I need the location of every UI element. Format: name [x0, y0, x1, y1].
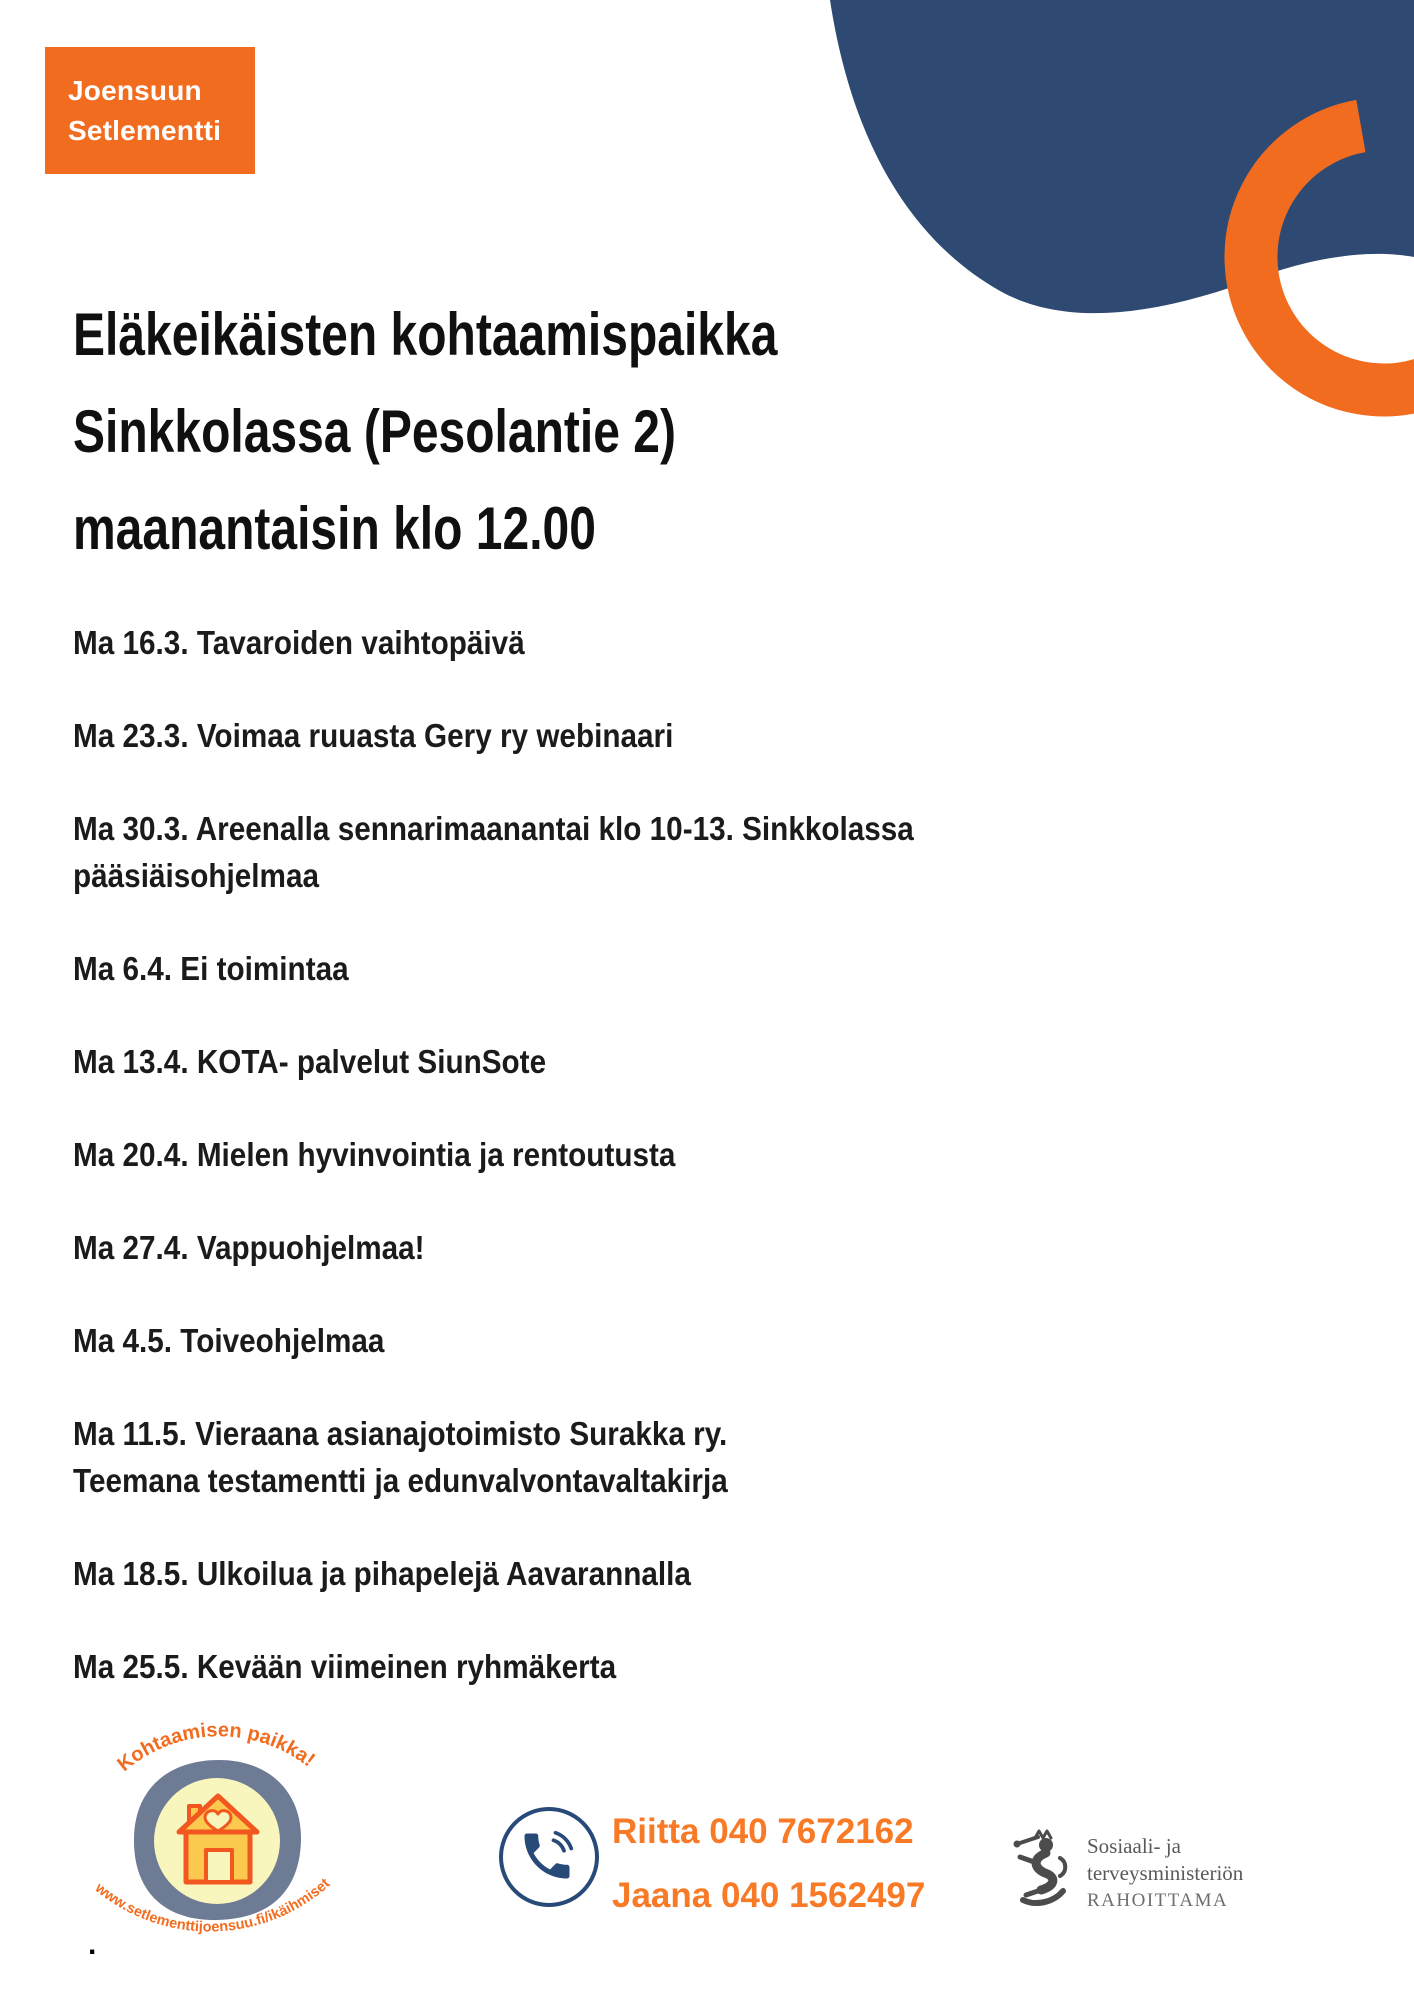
- badge-arc-url-text: www.setlementtijoensuu.fi/ikäihmiset: [91, 1875, 334, 1936]
- schedule-item: [73, 1550, 1018, 1597]
- schedule-item: [73, 1224, 1018, 1271]
- schedule-item-line: Ma 4.5. Toiveohjelmaa: [73, 1322, 385, 1359]
- coat-of-arms-lion-icon: [1005, 1828, 1079, 1906]
- funder-line1: Sosiaali- ja: [1087, 1834, 1181, 1858]
- schedule-item: [73, 1131, 1018, 1178]
- funder-line2: terveysministeriön: [1087, 1861, 1244, 1885]
- badge-arc-top-text: Kohtaamisen paikka!: [113, 1722, 319, 1776]
- schedule-item-line: Ma 27.4. Vappuohjelmaa!: [73, 1229, 425, 1266]
- schedule-item-line: Ma 23.3. Voimaa ruuasta Gery ry webinaari: [73, 717, 674, 754]
- schedule-item-line: Teemana testamentti ja edunvalvontavaltakirja: [73, 1462, 728, 1499]
- schedule-item-line: Ma 18.5. Ulkoilua ja pihapelejä Aavarannalla: [73, 1555, 691, 1592]
- schedule-item-line: Ma 6.4. Ei toimintaa: [73, 950, 349, 987]
- schedule-item: [73, 805, 1018, 899]
- funder-text: [1087, 1833, 1243, 1912]
- schedule-item: [73, 1643, 1018, 1690]
- page-title-line1: Eläkeikäisten kohtaamispaikka: [73, 301, 778, 368]
- page-title: [73, 286, 954, 577]
- page-title-line2: Sinkkolassa (Pesolantie 2): [73, 398, 676, 465]
- schedule-item-line: pääsiäisohjelmaa: [73, 857, 319, 894]
- page-title-line3: maanantaisin klo 12.00: [73, 495, 596, 562]
- phone-icon: [497, 1805, 601, 1909]
- funder-line3: RAHOITTAMA: [1087, 1890, 1229, 1911]
- brand-logo: [45, 47, 255, 174]
- schedule-list: [73, 619, 1123, 1736]
- contact-jaana: Jaana 040 1562497: [612, 1876, 926, 1915]
- schedule-item-line: Ma 30.3. Areenalla sennarimaanantai klo 10-13. Sinkkolassa: [73, 810, 914, 847]
- footnote-dot: .: [88, 1928, 97, 1961]
- kohtaamisen-paikka-badge: [85, 1722, 345, 1952]
- schedule-item: [73, 1410, 1018, 1504]
- schedule-item: [73, 712, 1018, 759]
- schedule-item: [73, 1038, 1018, 1085]
- contact-info: [612, 1800, 925, 1928]
- brand-logo-line2: Setlementti: [68, 114, 222, 146]
- schedule-item-line: Ma 13.4. KOTA- palvelut SiunSote: [73, 1043, 547, 1080]
- contact-riitta: Riitta 040 7672162: [612, 1812, 914, 1851]
- schedule-item: [73, 619, 1018, 666]
- brand-logo-line1: Joensuun: [68, 74, 202, 106]
- schedule-item: [73, 945, 1018, 992]
- schedule-item-line: Ma 25.5. Kevään viimeinen ryhmäkerta: [73, 1648, 617, 1685]
- schedule-item: [73, 1317, 1018, 1364]
- schedule-item-line: Ma 20.4. Mielen hyvinvointia ja rentoutusta: [73, 1136, 676, 1173]
- schedule-item-line: Ma 16.3. Tavaroiden vaihtopäivä: [73, 624, 525, 661]
- schedule-item-line: Ma 11.5. Vieraana asianajotoimisto Surakka ry.: [73, 1415, 728, 1452]
